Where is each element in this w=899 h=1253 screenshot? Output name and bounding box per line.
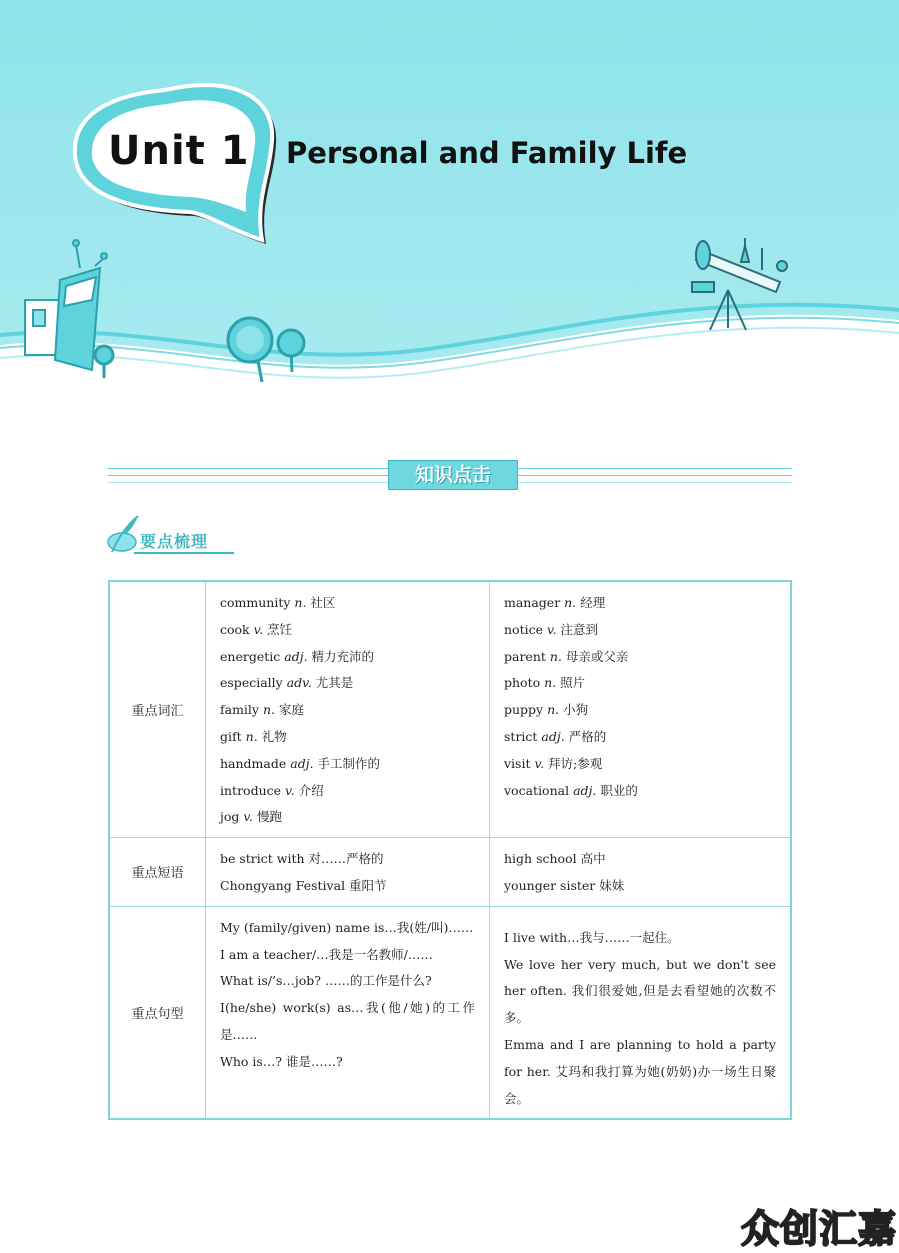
- vocab-item: gift n. 礼物: [220, 728, 287, 744]
- vocab-item: handmade adj. 手工制作的: [220, 755, 381, 771]
- vocab-item: strict adj. 严格的: [504, 728, 607, 744]
- phrase-item: Chongyang Festival 重阳节: [220, 877, 387, 893]
- feather-pen-icon: [104, 512, 144, 556]
- phrases-left-column: [206, 838, 490, 907]
- table-row-sentences: [109, 906, 791, 1119]
- vocab-item: energetic adj. 精力充沛的: [220, 648, 375, 664]
- vocab-left-column: [206, 581, 490, 838]
- header-illustration: [0, 0, 899, 400]
- watermark-logo: 众创汇嘉: [740, 1207, 897, 1251]
- vocab-item: introduce v. 介绍: [220, 782, 324, 798]
- sentence-item: What is/’s…job? ……的工作是什么?: [220, 973, 432, 989]
- unit-number: Unit 1: [108, 128, 250, 174]
- sub-heading-label: 要点梳理: [140, 532, 209, 551]
- vocab-item: notice v. 注意到: [504, 621, 599, 637]
- phrases-right-column: [490, 838, 792, 907]
- unit-header: [0, 0, 899, 400]
- vocab-item: cook v. 烹饪: [220, 621, 293, 637]
- vocab-item: parent n. 母亲或父亲: [504, 648, 629, 664]
- sentence-item: We love her very much, but we don't see her often. 我们很爱她,但是去看望她的次数不多。: [504, 956, 776, 1026]
- sentence-item: I live with…我与……一起住。: [504, 929, 680, 945]
- sentence-item: Who is…? 谁是……?: [220, 1053, 343, 1069]
- sentence-item: I am a teacher/…我是一名教师/……: [220, 946, 433, 962]
- vocab-item: manager n. 经理: [504, 595, 606, 610]
- sentences-left-column: [206, 906, 490, 1119]
- table-row-phrases: [109, 838, 791, 907]
- vocab-item: community n. 社区: [220, 595, 336, 610]
- category-cell: 重点短语: [109, 838, 206, 907]
- vocab-item: photo n. 照片: [504, 675, 586, 691]
- vocab-item: visit v. 拜访;参观: [504, 755, 603, 771]
- phrase-item: younger sister 妹妹: [504, 877, 625, 893]
- vocab-item: especially adv. 尤其是: [220, 675, 354, 691]
- phrase-item: be strict with 对……严格的: [220, 851, 384, 867]
- sub-heading-underline: [134, 552, 234, 554]
- vocab-item: family n. 家庭: [220, 702, 305, 718]
- sentence-item: Emma and I are planning to hold a party for her. 艾玛和我打算为她(奶奶)办一场生日聚会。: [504, 1036, 776, 1106]
- section-banner-label: 知识点击: [388, 460, 518, 490]
- key-points-table: [108, 580, 792, 1120]
- section-banner: [108, 458, 792, 494]
- vocab-item: vocational adj. 职业的: [504, 782, 638, 798]
- phrase-item: high school 高中: [504, 851, 606, 867]
- sentence-item: My (family/given) name is…我(姓/叫)……: [220, 919, 474, 935]
- sentence-item: I(he/she) work(s) as…我(他/她)的工作是……: [220, 1000, 475, 1042]
- vocab-item: jog v. 慢跑: [220, 809, 282, 825]
- sub-heading: [104, 512, 244, 556]
- vocab-item: puppy n. 小狗: [504, 702, 589, 718]
- unit-title: Personal and Family Life: [286, 136, 688, 170]
- vocab-right-column: [490, 581, 792, 838]
- category-cell: 重点句型: [109, 906, 206, 1119]
- sentences-right-column: [490, 906, 792, 1119]
- table-row-vocabulary: [109, 581, 791, 838]
- category-cell: 重点词汇: [109, 581, 206, 838]
